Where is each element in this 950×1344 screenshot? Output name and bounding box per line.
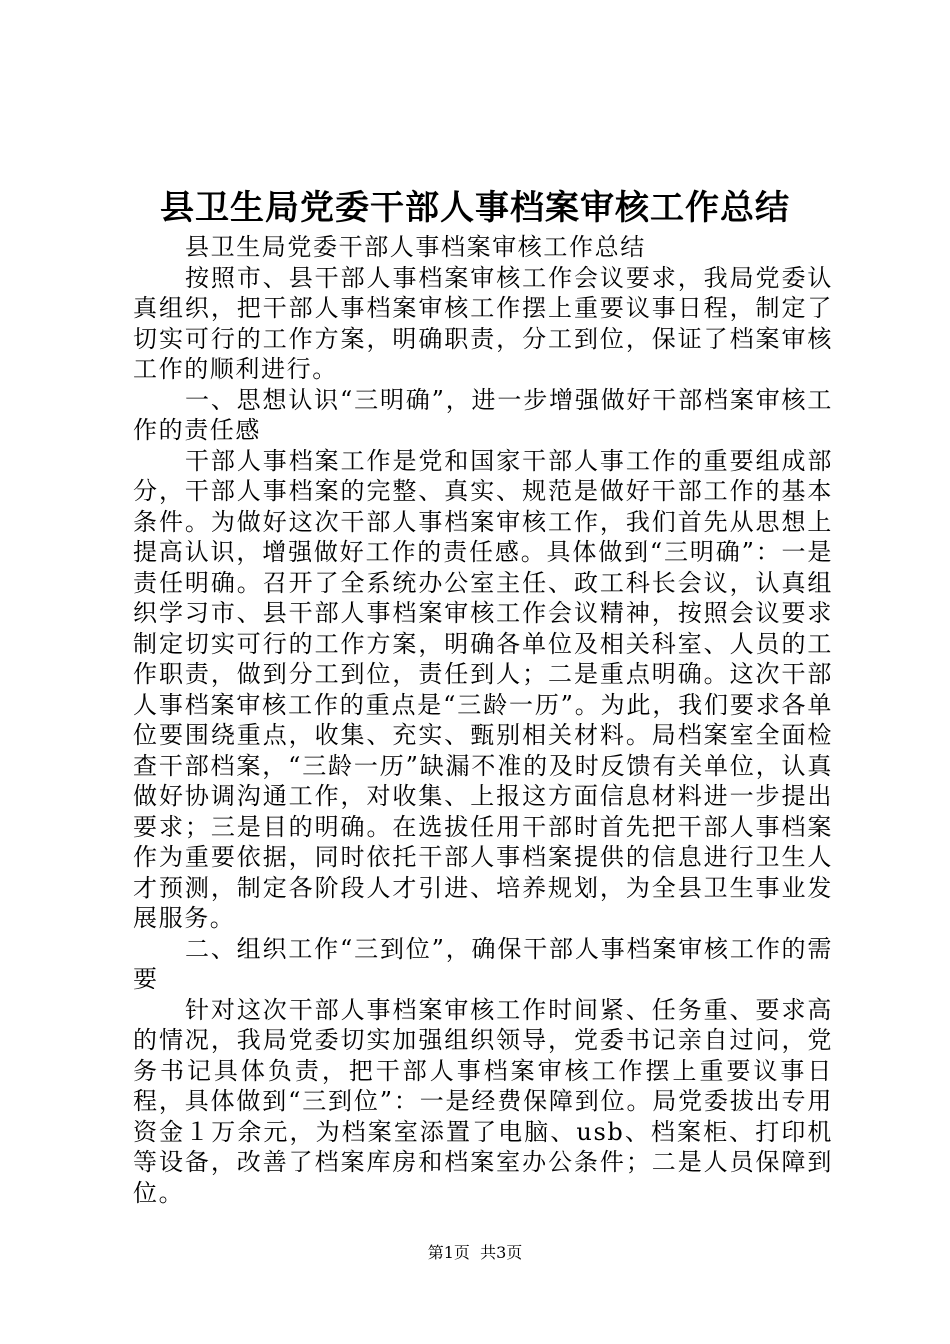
- section-heading-2: 二、组织工作“三到位”，确保干部人事档案审核工作的需要: [133, 934, 833, 993]
- page-footer: 第1页 共3页: [427, 1243, 523, 1262]
- intro-paragraph: 按照市、县干部人事档案审核工作会议要求，我局党委认真组织，把干部人事档案审核工作摆上重要议事日程，制定了切实可行的工作方案，明确职责，分工到位，保证了档案审核工作的顺利进行。: [133, 263, 833, 383]
- subtitle-paragraph: 县卫生局党委干部人事档案审核工作总结: [185, 233, 646, 261]
- document-title: 县卫生局党委干部人事档案审核工作总结: [160, 188, 790, 228]
- body-paragraph-1: 干部人事档案工作是党和国家干部人事工作的重要组成部分，干部人事档案的完整、真实、规范是做好干部工作的基本条件。为做好这次干部人事档案审核工作，我们首先从思想上提高认识，增强做好工作的责任感。具体做到“三明确”：一是责任明确。召开了全系统办公室主任、政工科长会议，认真组织学习市、县干部人事档案审核工作会议精神，按照会议要求制定切实可行的工作方案，明确各单位及相关科室、人员的工作职责，做到分工到位，责任到人；二是重点明确。这次干部人事档案审核工作的重点是“三龄一历”。为此，我们要求各单位要围绕重点，收集、充实、甄别相关材料。局档案室全面检查干部档案，“三龄一历”缺漏不准的及时反馈有关单位，认真做好协调沟通工作，对收集、上报这方面信息材料进一步提出要求；三是目的明确。在选拔任用干部时首先把干部人事档案作为重要依据，同时依托干部人事档案提供的信息进行卫生人才预测，制定各阶段人才引进、培养规划，为全县卫生事业发展服务。: [133, 446, 833, 932]
- body-paragraph-2: 针对这次干部人事档案审核工作时间紧、任务重、要求高的情况，我局党委切实加强组织领导，党委书记亲自过问，党务书记具体负责，把干部人事档案审核工作摆上重要议事日程，具体做到“三到位”：一是经费保障到位。局党委拔出专用资金１万余元，为档案室添置了电脑、usb、档案柜、打印机等设备，改善了档案库房和档案室办公条件；二是人员保障到位。: [133, 995, 833, 1207]
- document-body: [133, 232, 833, 1208]
- section-heading-1: 一、思想认识“三明确”，进一步增强做好干部档案审核工作的责任感: [133, 385, 833, 444]
